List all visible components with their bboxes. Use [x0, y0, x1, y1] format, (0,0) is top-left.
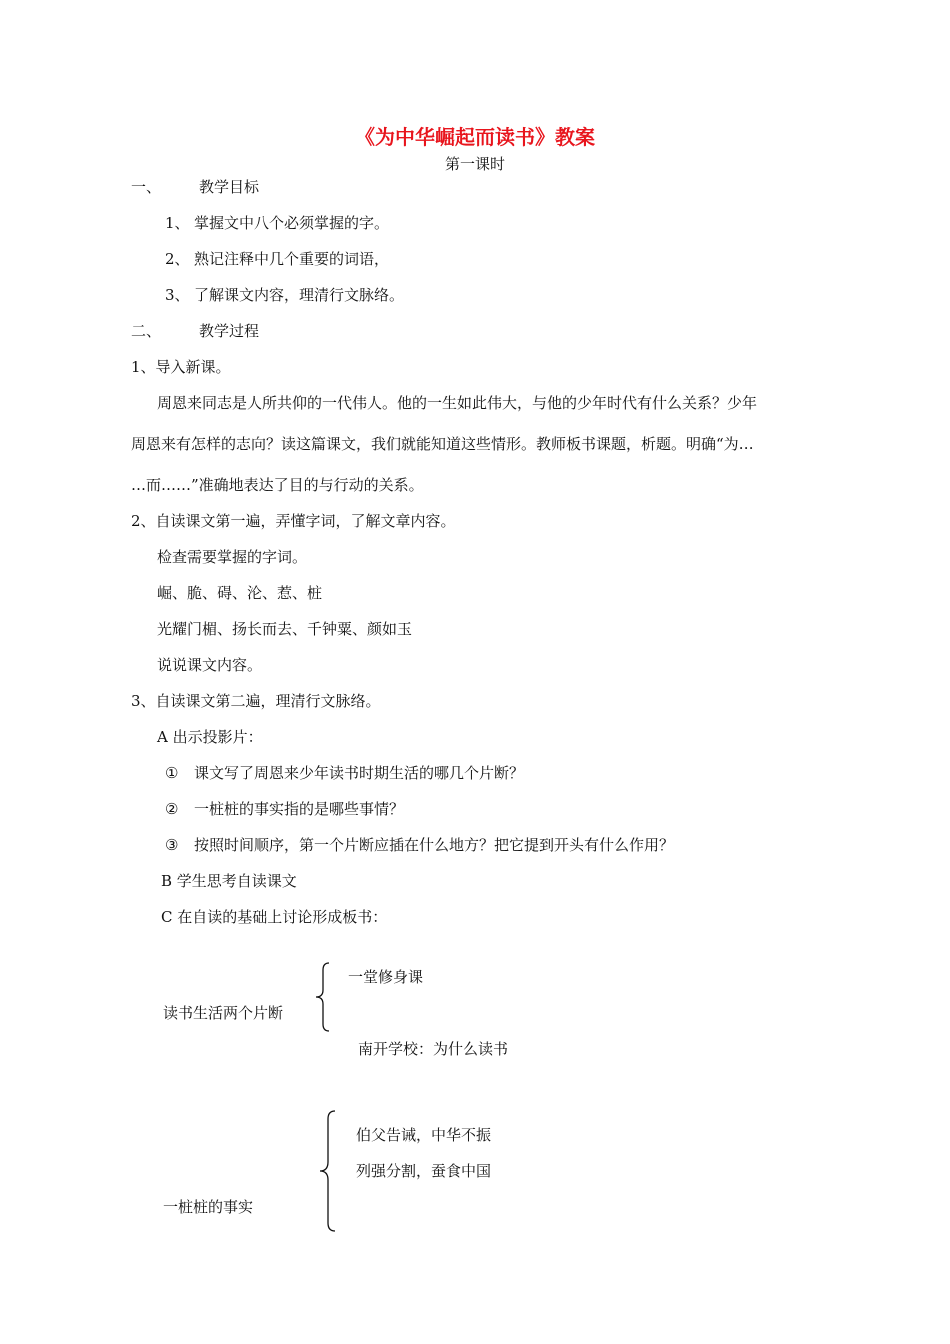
question-1-text: 课文写了周恩来少年读书时期生活的哪几个片断？ — [194, 764, 525, 782]
goal-2-number: 2、 — [165, 250, 190, 268]
board1-item-2: 南开学校：为什么读书 — [358, 1040, 509, 1058]
step3-c-label: C 在自读的基础上讨论形成板书： — [161, 908, 388, 926]
step2-check: 检查需要掌握的字词。 — [157, 548, 308, 566]
step2-retell: 说说课文内容。 — [157, 656, 263, 674]
board2-item-1: 伯父告诫，中华不振 — [356, 1126, 492, 1144]
step1-paragraph-line-1: 周恩来同志是人所共仰的一代伟人。他的一生如此伟大，与他的少年时代有什么关系？少年 — [157, 394, 758, 412]
question-2-number: ② — [165, 800, 179, 818]
document-subtitle: 第一课时 — [444, 155, 505, 173]
step2-chars: 崛、脆、碍、沦、惹、桩 — [157, 584, 323, 602]
step2-heading: 2、自读课文第一遍，弄懂字词，了解文章内容。 — [131, 512, 456, 530]
goal-2-text: 熟记注释中几个重要的词语， — [194, 250, 390, 268]
goal-3-number: 3、 — [165, 286, 190, 304]
step3-b-label: B 学生思考自读课文 — [161, 872, 297, 890]
board1-label: 读书生活两个片断 — [163, 1004, 284, 1022]
step1-paragraph-line-2: 周恩来有怎样的志向？读这篇课文，我们就能知道这些情形。教师板书课题，析题。明确“为… — [131, 435, 754, 453]
question-3-text: 按照时间顺序，第一个片断应插在什么地方？把它提到开头有什么作用？ — [194, 836, 675, 854]
question-2-text: 一桩桩的事实指的是哪些事情？ — [194, 800, 405, 818]
step1-heading: 1、导入新课。 — [131, 358, 231, 376]
step3-a-label: A 出示投影片： — [157, 728, 263, 746]
board2-item-2: 列强分割，蚕食中国 — [356, 1162, 492, 1180]
step2-words: 光耀门楣、扬长而去、千钟粟、颜如玉 — [157, 620, 413, 638]
step3-heading: 3、自读课文第二遍，理清行文脉络。 — [131, 692, 381, 710]
goal-1-number: 1、 — [165, 214, 190, 232]
board2-label: 一桩桩的事实 — [163, 1198, 254, 1216]
section1-heading: 教学目标 — [199, 178, 260, 196]
step1-paragraph-line-3: …而……”准确地表达了目的与行动的关系。 — [131, 476, 424, 494]
section2-heading: 教学过程 — [199, 322, 260, 340]
board1-brace — [312, 962, 332, 1032]
question-3-number: ③ — [165, 836, 179, 854]
question-1-number: ① — [165, 764, 179, 782]
goal-3-text: 了解课文内容，理清行文脉络。 — [194, 286, 405, 304]
board2-brace — [316, 1110, 338, 1232]
goal-1-text: 掌握文中八个必须掌握的字。 — [194, 214, 390, 232]
document-title: 《为中华崛起而读书》教案 — [355, 125, 595, 149]
board1-item-1: 一堂修身课 — [348, 968, 424, 986]
section1-number: 一、 — [131, 178, 162, 196]
section2-number: 二、 — [131, 322, 162, 340]
